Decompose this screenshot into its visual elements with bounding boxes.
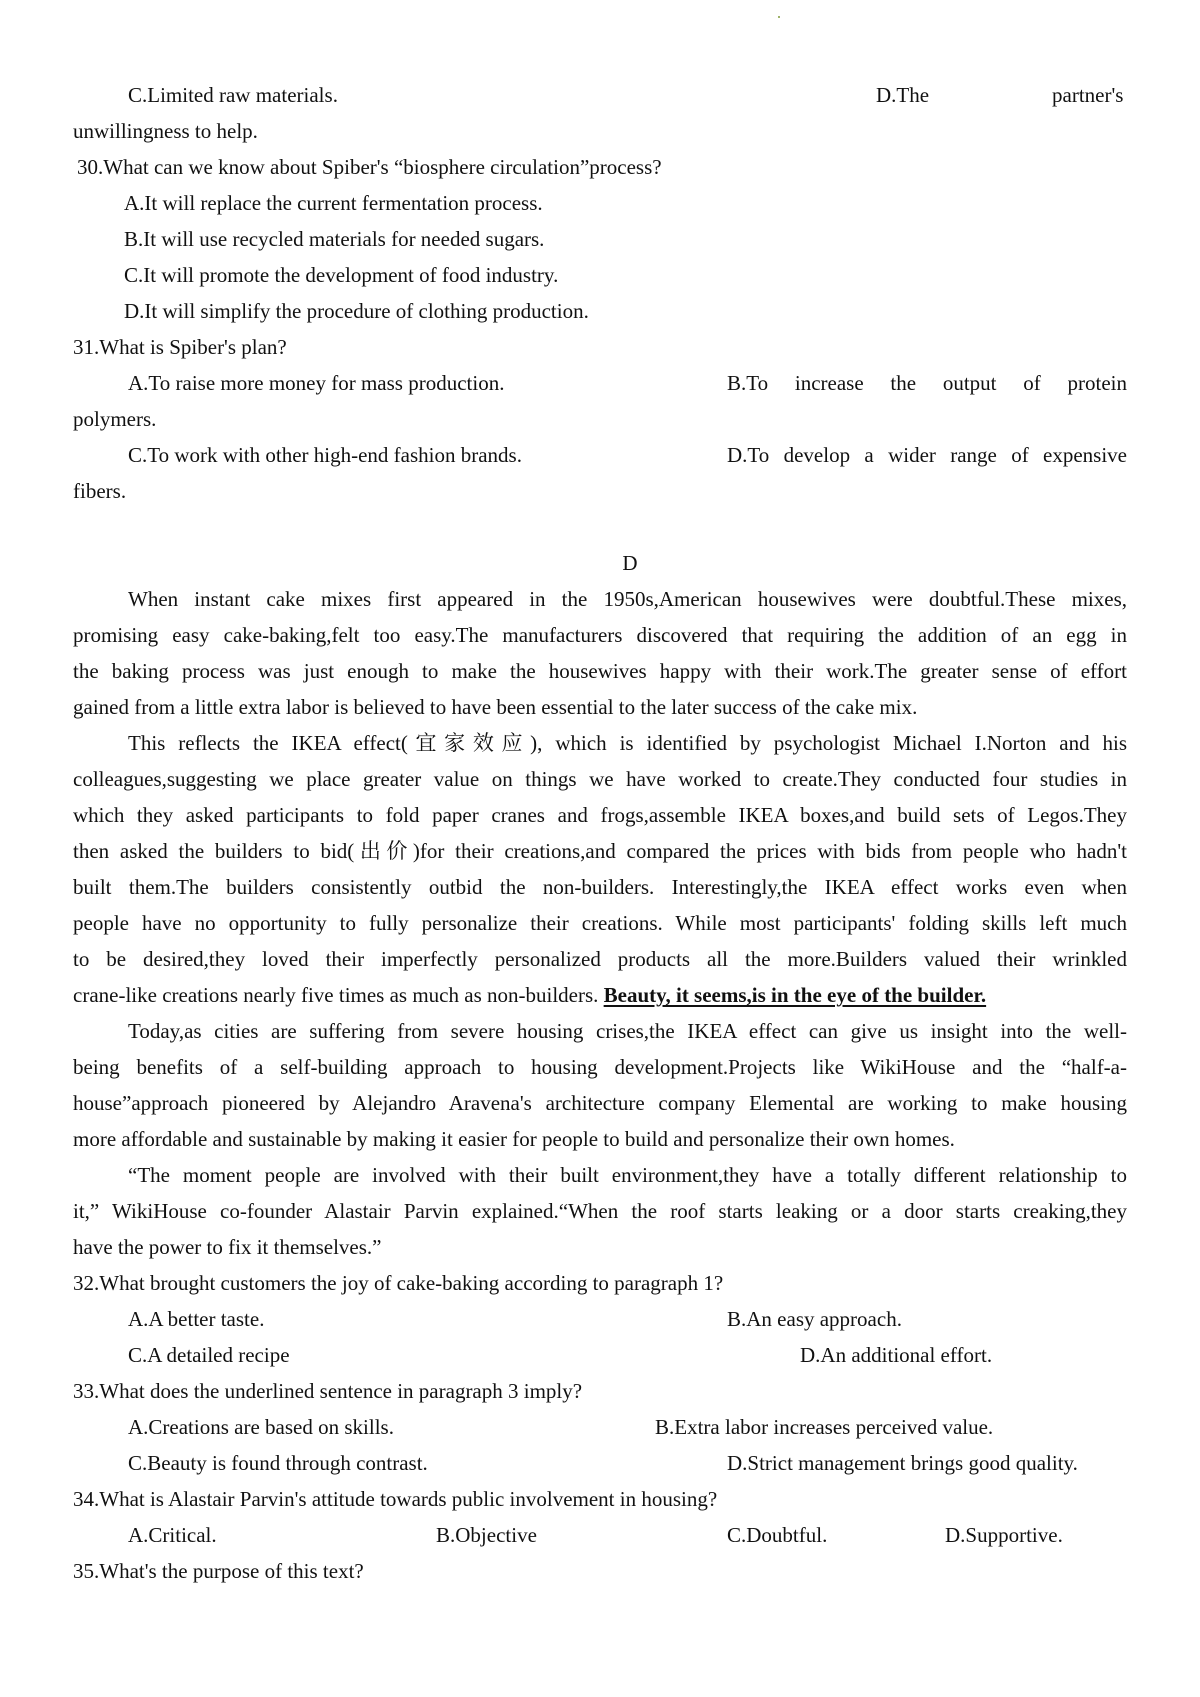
q31-option-a[interactable]: A.To raise more money for mass production. — [128, 371, 505, 395]
passage-p2-line: to be desired,they loved their imperfectly personalized products all the more.Builders valued their wrinkled — [73, 947, 1127, 971]
passage-p1-line: the baking process was just enough to make the housewives happy with their work.The greater sense of effort — [73, 659, 1127, 683]
q33-option-a[interactable]: A.Creations are based on skills. — [128, 1415, 394, 1439]
passage-p3-line: more affordable and sustainable by making it easier for people to build and personalize their own homes. — [73, 1127, 955, 1151]
q29-option-d[interactable]: D.The — [876, 83, 930, 107]
q31-option-c[interactable]: C.To work with other high-end fashion brands. — [128, 443, 522, 467]
passage-p3-line: house”approach pioneered by Alejandro Aravena's architecture company Elemental are working to make housing — [73, 1091, 1127, 1115]
q34-option-c[interactable]: C.Doubtful. — [727, 1523, 828, 1547]
q31-option-b-cont: polymers. — [73, 407, 157, 431]
q31-option-d[interactable]: D.To develop a wider range of expensive — [727, 443, 1127, 467]
q29-option-d-word: partner's — [1052, 83, 1124, 107]
passage-p3-line: Today,as cities are suffering from severe housing crises,the IKEA effect can give us insight into the well- — [128, 1019, 1127, 1043]
passage-p2-line: then asked the builders to bid(出价)for their creations,and compared the prices with bids from people who hadn't — [73, 839, 1127, 863]
q32-question: 32.What brought customers the joy of cake-baking according to paragraph 1? — [73, 1271, 724, 1295]
passage-p2-line: people have no opportunity to fully personalize their creations. While most participants' folding skills left much — [73, 911, 1127, 935]
passage-p1-line: When instant cake mixes first appeared in the 1950s,American housewives were doubtful.These mixes, — [128, 587, 1127, 611]
q34-option-b[interactable]: B.Objective — [436, 1523, 537, 1547]
underlined-sentence: Beauty, it seems,is in the eye of the builder. — [603, 983, 987, 1007]
q30-option-b[interactable]: B.It will use recycled materials for needed sugars. — [124, 227, 545, 251]
passage-p2-line: which they asked participants to fold paper cranes and frogs,assemble IKEA boxes,and build sets of Legos.They — [73, 803, 1127, 827]
passage-p2-line: colleagues,suggesting we place greater value on things we have worked to create.They conducted four studies in — [73, 767, 1127, 791]
q29-option-c[interactable]: C.Limited raw materials. — [128, 83, 338, 107]
passage-p2-last-line — [73, 977, 1127, 1013]
passage-p3-line: being benefits of a self-building approach to housing development.Projects like WikiHouse and the “half-a- — [73, 1055, 1127, 1079]
q30-option-a[interactable]: A.It will replace the current fermentation process. — [124, 191, 543, 215]
q35-question: 35.What's the purpose of this text? — [73, 1559, 364, 1583]
q33-option-c[interactable]: C.Beauty is found through contrast. — [128, 1451, 428, 1475]
passage-p4-line: “The moment people are involved with their built environment,they have a totally different relationship to — [128, 1163, 1127, 1187]
q32-option-c[interactable]: C.A detailed recipe — [128, 1343, 290, 1367]
q34-option-a[interactable]: A.Critical. — [128, 1523, 217, 1547]
passage-p1-line: gained from a little extra labor is believed to have been essential to the later success of the cake mix. — [73, 695, 918, 719]
q31-option-d-cont: fibers. — [73, 479, 127, 503]
q31-question: 31.What is Spiber's plan? — [73, 335, 287, 359]
passage-p2-text: crane-like creations nearly five times as much as non-builders. — [73, 983, 604, 1007]
q32-option-b[interactable]: B.An easy approach. — [727, 1307, 902, 1331]
q29-option-d-cont: unwillingness to help. — [73, 119, 258, 143]
passage-p2-line: built them.The builders consistently outbid the non-builders. Interestingly,the IKEA effect works even when — [73, 875, 1127, 899]
q30-option-d[interactable]: D.It will simplify the procedure of clothing production. — [124, 299, 589, 323]
q31-option-b[interactable]: B.To increase the output of protein — [727, 371, 1127, 395]
q33-question: 33.What does the underlined sentence in paragraph 3 imply? — [73, 1379, 583, 1403]
passage-p4-line: have the power to fix it themselves.” — [73, 1235, 382, 1259]
q33-option-b[interactable]: B.Extra labor increases perceived value. — [655, 1415, 994, 1439]
q34-option-d[interactable]: D.Supportive. — [945, 1523, 1063, 1547]
passage-p2-line: This reflects the IKEA effect(宜家效应), which is identified by psychologist Michael I.Norton and his — [128, 731, 1127, 755]
scan-mark — [778, 16, 780, 18]
q32-option-d[interactable]: D.An additional effort. — [800, 1343, 993, 1367]
q34-question: 34.What is Alastair Parvin's attitude towards public involvement in housing? — [73, 1487, 718, 1511]
section-title: D — [622, 551, 638, 575]
q33-option-d[interactable]: D.Strict management brings good quality. — [727, 1451, 1078, 1475]
q30-question: 30.What can we know about Spiber's “biosphere circulation”process? — [77, 155, 662, 179]
passage-p1-line: promising easy cake-baking,felt too easy.The manufacturers discovered that requiring the addition of an egg in — [73, 623, 1127, 647]
q32-option-a[interactable]: A.A better taste. — [128, 1307, 265, 1331]
passage-p4-line: it,” WikiHouse co-founder Alastair Parvin explained.“When the roof starts leaking or a door starts creaking,they — [73, 1199, 1127, 1223]
q30-option-c[interactable]: C.It will promote the development of food industry. — [124, 263, 559, 287]
